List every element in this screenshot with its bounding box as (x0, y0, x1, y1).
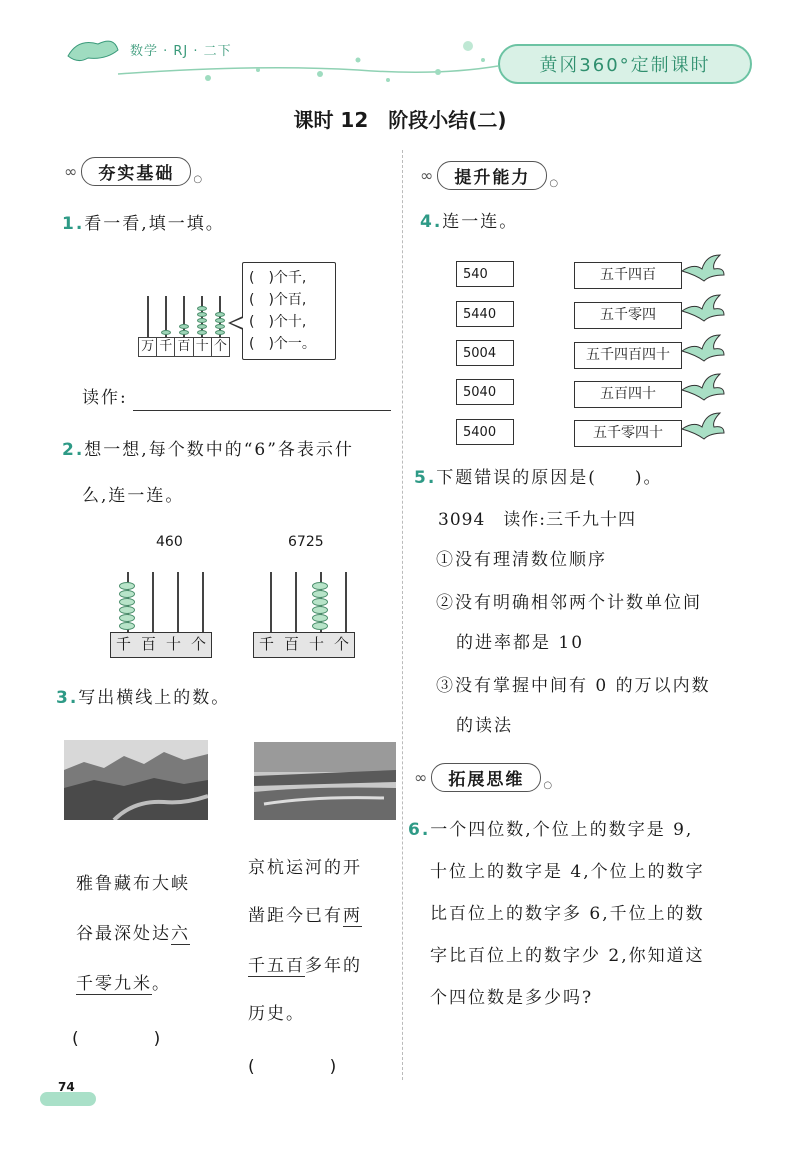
q2-number: 2. (62, 440, 85, 460)
abacus-rod (147, 296, 149, 338)
abacus-bead (312, 606, 328, 614)
abacus-bead (197, 312, 207, 317)
q2-prompt-line2: 么,连一连。 (82, 486, 185, 506)
abacus-bead (197, 324, 207, 329)
q5-prompt (414, 466, 663, 490)
column-divider (402, 150, 403, 1080)
page-number: 74 (58, 1080, 75, 1094)
abacus-label: 十 (165, 635, 181, 653)
abacus-bead (215, 324, 225, 329)
bubble-line[interactable]: ( )个十, (249, 314, 307, 330)
q6-line4: 字比百位上的数字少 2,你知道这 (430, 946, 705, 966)
abacus-bead (119, 622, 135, 630)
abacus-bead (119, 582, 135, 590)
bubble-pointer-inner (231, 318, 243, 328)
abacus-b-number: 6725 (288, 534, 324, 550)
q6-number: 6. (408, 820, 431, 840)
number-box[interactable]: 540 (456, 261, 514, 287)
abacus-rod (270, 572, 272, 632)
section-label-basic: 夯实基础 (81, 157, 191, 186)
q2-text: 想一想,每个数中的“6”各表示什 (84, 440, 354, 460)
section-label-extend: 拓展思维 (431, 763, 541, 792)
bubble-line[interactable]: ( )个百, (249, 292, 307, 308)
abacus-base (253, 632, 355, 658)
q3-left-text: 。 (152, 974, 171, 994)
q6-text: 一个四位数,个位上的数字是 9, (430, 820, 694, 840)
header-series-badge: 黄冈360°定制课时 (498, 44, 752, 84)
number-box[interactable]: 5400 (456, 419, 514, 445)
q5-example: 3094 读作:三千九十四 (438, 510, 636, 530)
q3-left-text: 谷最深处达 (76, 924, 171, 944)
abacus-rod (152, 572, 154, 632)
abacus-bead (119, 614, 135, 622)
q3-left-line1: 雅鲁藏布大峡 (76, 874, 190, 894)
q6-line5: 个四位数是多少吗? (430, 988, 594, 1008)
tag-dots-icon: ∞ (420, 165, 434, 185)
page-title: 课时 12 阶段小结(二) (293, 108, 507, 132)
abacus-bead (197, 306, 207, 311)
abacus-label: 个 (213, 339, 227, 354)
abacus-label: 千 (157, 338, 175, 356)
section-tag-extend (414, 762, 552, 792)
abacus-rod (202, 572, 204, 632)
dove-icon (680, 253, 726, 283)
word-card[interactable]: 五千四百 (574, 262, 682, 289)
q2-prompt-line1 (62, 438, 354, 462)
q5-option-3-cont: 的读法 (456, 716, 513, 736)
q4-prompt (420, 210, 518, 234)
abacus-bead (119, 590, 135, 598)
abacus-bead (312, 598, 328, 606)
abacus-bead (215, 318, 225, 323)
q3-right-text: 多年的 (305, 956, 362, 976)
q6-line2: 十位上的数字是 4,个位上的数字 (430, 862, 705, 882)
tag-dots-icon: ∞ (414, 767, 428, 787)
tag-tail-icon: ○ (549, 177, 559, 189)
number-box[interactable]: 5040 (456, 379, 514, 405)
canyon-photo (64, 740, 208, 820)
footer-decoration (40, 1092, 96, 1106)
q3-left-answer-paren[interactable]: ( ) (72, 1029, 167, 1049)
bubble-line[interactable]: ( )个千, (249, 270, 307, 286)
abacus-bead (119, 598, 135, 606)
word-card[interactable]: 五百四十 (574, 381, 682, 408)
abacus-bead (215, 330, 225, 335)
abacus-label: 个 (333, 635, 349, 653)
dove-icon (680, 372, 726, 402)
abacus-bead (312, 590, 328, 598)
section-tag-ability (420, 160, 558, 190)
header-subject: 数学 · RJ · 二下 (130, 44, 232, 59)
abacus-bead (161, 330, 171, 335)
bubble-line[interactable]: ( )个一。 (249, 336, 316, 352)
q3-left-line2 (76, 922, 190, 946)
q1-text: 看一看,填一填。 (84, 214, 225, 234)
dove-icon (680, 293, 726, 323)
q3-right-line1: 京杭运河的开 (248, 858, 362, 878)
abacus-label: 十 (194, 338, 212, 356)
dove-icon (680, 411, 726, 441)
abacus-bead (179, 324, 189, 329)
abacus-base (110, 632, 212, 658)
abacus-rod (177, 572, 179, 632)
abacus-bead (215, 312, 225, 317)
q1-read-answer-line[interactable] (133, 410, 391, 411)
q1-prompt (62, 212, 225, 236)
number-box[interactable]: 5004 (456, 340, 514, 366)
q3-right-answer-paren[interactable]: ( ) (248, 1057, 343, 1077)
word-card[interactable]: 五千零四 (574, 302, 682, 329)
q3-left-underlined: 千零九米 (76, 974, 152, 994)
abacus-label: 千 (258, 635, 274, 653)
q5-option-1[interactable]: ①没有理清数位顺序 (436, 550, 607, 570)
q6-line1 (408, 818, 693, 842)
abacus-base (138, 337, 230, 357)
abacus-bead (312, 622, 328, 630)
abacus-bead (197, 318, 207, 323)
tag-tail-icon: ○ (543, 779, 553, 791)
section-label-ability: 提升能力 (437, 161, 547, 190)
tag-tail-icon: ○ (193, 173, 203, 185)
q3-left-underlined: 六 (171, 924, 190, 944)
q5-text: 下题错误的原因是( )。 (436, 468, 663, 488)
q3-left-line3 (76, 972, 171, 996)
q4-number: 4. (420, 212, 443, 232)
q5-option-3[interactable]: ③没有掌握中间有 0 的万以内数 (436, 676, 711, 696)
dove-icon (680, 333, 726, 363)
canal-photo (254, 742, 396, 820)
number-box[interactable]: 5440 (456, 301, 514, 327)
abacus-label: 个 (190, 635, 206, 653)
q3-right-underlined: 两 (343, 906, 362, 926)
abacus-a-number: 460 (156, 534, 183, 550)
q4-text: 连一连。 (442, 212, 519, 232)
tag-dots-icon: ∞ (64, 161, 78, 181)
word-card[interactable]: 五千零四十 (574, 420, 682, 447)
abacus-rod (295, 572, 297, 632)
q3-right-line3 (248, 954, 362, 978)
q3-text: 写出横线上的数。 (78, 688, 231, 708)
q3-right-line2 (248, 904, 362, 928)
abacus-label: 百 (283, 635, 299, 653)
abacus-label: 百 (140, 635, 156, 653)
q3-number: 3. (56, 688, 79, 708)
q3-right-text: 凿距今已有 (248, 906, 343, 926)
q5-option-2[interactable]: ②没有明确相邻两个计数单位间 (436, 593, 702, 613)
q3-prompt (56, 686, 230, 710)
q6-line3: 比百位上的数字多 6,千位上的数 (430, 904, 705, 924)
word-card[interactable]: 五千四百四十 (574, 342, 682, 369)
abacus-label: 百 (175, 338, 193, 356)
q5-option-2-cont: 的进率都是 10 (456, 633, 585, 653)
abacus-label: 万 (139, 338, 157, 356)
q1-number: 1. (62, 214, 85, 234)
abacus-bead (312, 582, 328, 590)
abacus-label: 千 (115, 635, 131, 653)
abacus-bead (197, 330, 207, 335)
q3-right-line4: 历史。 (248, 1004, 305, 1024)
q1-answer-bubble (242, 262, 336, 360)
q1-read-label: 读作: (82, 388, 128, 408)
abacus-bead (119, 606, 135, 614)
q3-right-underlined: 千五百 (248, 956, 305, 976)
abacus-label: 十 (308, 635, 324, 653)
q5-number: 5. (414, 468, 437, 488)
abacus-bead (179, 330, 189, 335)
abacus-bead (312, 614, 328, 622)
section-tag-basic (64, 156, 202, 186)
abacus-rod (345, 572, 347, 632)
